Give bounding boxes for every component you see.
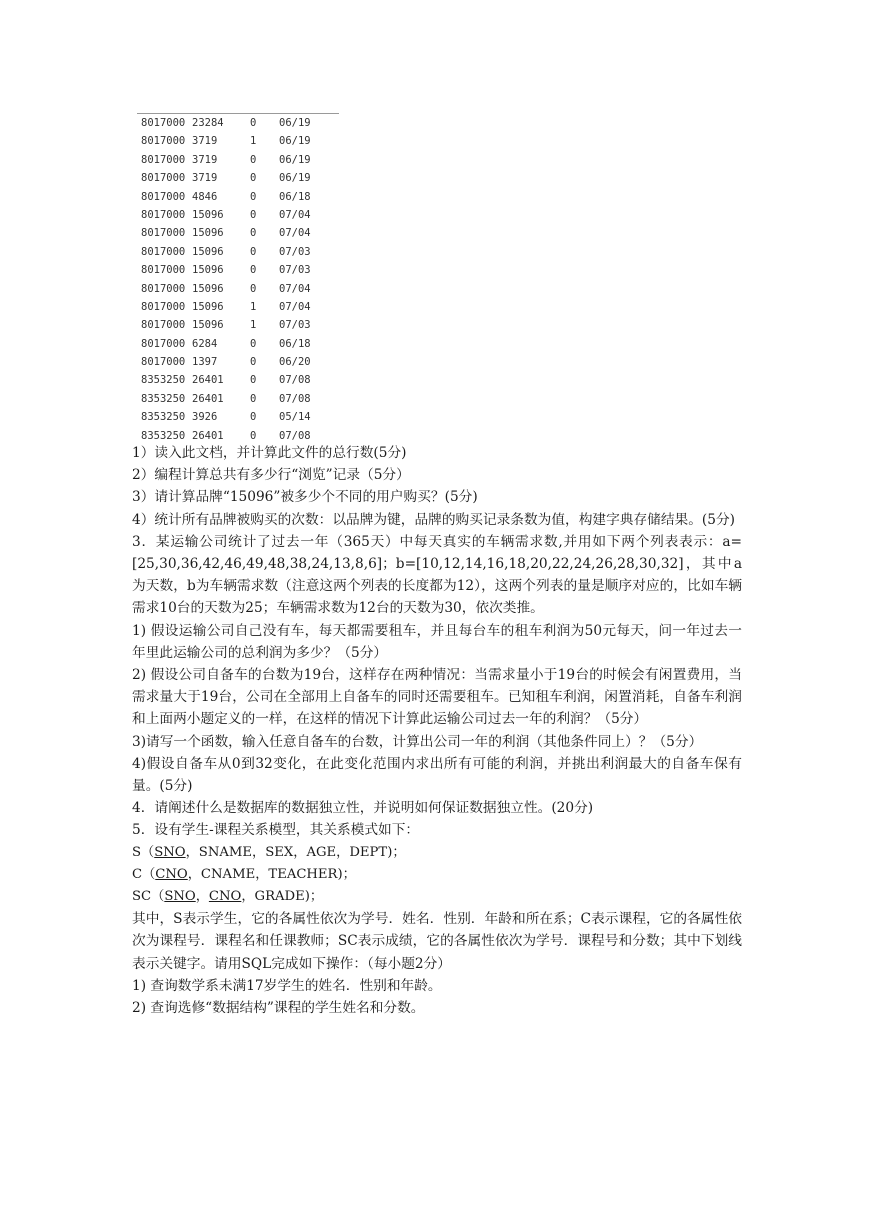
schema-s-key: SNO [154, 844, 186, 860]
user-id-cell: 8017000 [141, 190, 186, 203]
user-id-cell: 8017000 [141, 337, 186, 350]
data-row [137, 132, 339, 150]
question-5-description: 其中，S表示学生，它的各属性依次为学号．姓名．性别．年龄和所在系；C表示课程，它的各属性依次为课程号．课程名和任课教师；SC表示成绩，它的各属性依次为学号．课程号和分数；其中下划线表示关键字。请用SQL完成如下操作：（每小题2分） [132, 911, 742, 972]
brand-id-cell: 26401 [192, 429, 224, 441]
task-3: 3）请计算品牌“15096”被多少个不同的用户购买？(5分) [132, 489, 478, 506]
schema-sc [132, 886, 742, 908]
type-cell: 0 [250, 227, 257, 240]
brand-id-cell: 23284 [192, 117, 224, 129]
date-cell: 07/03 [279, 245, 311, 258]
type-cell: 0 [250, 153, 257, 166]
schema-c-key: CNO [155, 866, 188, 882]
data-row [137, 427, 339, 441]
data-row [137, 408, 339, 426]
task-4: 4）统计所有品牌被购买的次数：以品牌为键，品牌的购买记录条数为值，构建字典存储结果。(5分) [132, 511, 735, 528]
data-row [137, 188, 339, 206]
data-row [137, 169, 339, 187]
user-id-cell: 8017000 [141, 264, 186, 277]
schema-s [132, 842, 742, 864]
user-id-cell: 8017000 [141, 208, 186, 221]
type-cell: 0 [250, 208, 257, 221]
user-id-cell: 8353250 [141, 374, 186, 387]
user-id-cell: 8017000 [141, 245, 186, 258]
type-cell: 0 [250, 172, 257, 185]
brand-id-cell: 3719 [192, 172, 218, 185]
user-id-cell: 8017000 [141, 300, 186, 313]
data-row [137, 151, 339, 169]
brand-id-cell: 15096 [192, 300, 224, 313]
brand-id-cell: 4846 [192, 190, 218, 203]
date-cell: 06/20 [279, 356, 311, 369]
brand-id-cell: 3926 [192, 411, 218, 424]
brand-id-cell: 1397 [192, 356, 218, 369]
user-id-cell: 8353250 [141, 411, 186, 424]
question-3-intro: 3．某运输公司统计了过去一年（365天）中每天真实的车辆需求数,并用如下两个列表表示：a=[25,30,36,42,46,49,48,38,24,13,8,6]；b=[10,12,14,16,18,20,22,24,26,28,30,32]，其中a为天数，b为车辆需求数（注意这两个列表的长度都为12），这两个列表的量是顺序对应的，比如车辆需求10台的天数为25；车辆需求数为12台的天数为30，依次类推。 [132, 533, 742, 617]
date-cell: 05/14 [279, 411, 311, 424]
user-id-cell: 8017000 [141, 135, 186, 148]
user-id-cell: 8017000 [141, 117, 186, 129]
data-row [137, 224, 339, 242]
user-id-cell: 8017000 [141, 319, 186, 332]
date-cell: 06/19 [279, 172, 311, 185]
schema-sc-key-2: CNO [208, 889, 242, 905]
data-row [137, 206, 339, 224]
data-row [137, 298, 339, 316]
date-cell: 07/03 [279, 264, 311, 277]
type-cell: 0 [250, 429, 257, 441]
type-cell: 0 [250, 117, 257, 129]
data-row [137, 114, 339, 132]
data-row [137, 353, 339, 371]
type-cell: 0 [250, 374, 257, 387]
user-id-cell: 8017000 [141, 282, 186, 295]
type-cell: 0 [250, 411, 257, 424]
question-3-part-3: 3)请写一个函数，输入任意自备车的台数，计算出公司一年的利润（其他条件同上）？（5分） [132, 733, 703, 750]
type-cell: 0 [250, 282, 257, 295]
type-cell: 0 [250, 245, 257, 258]
user-id-cell: 8017000 [141, 356, 186, 369]
date-cell: 06/18 [279, 337, 311, 350]
user-id-cell: 8353250 [141, 429, 186, 441]
date-cell: 07/04 [279, 227, 311, 240]
schema-c-prefix: C（ [132, 866, 156, 882]
date-cell: 07/04 [279, 282, 311, 295]
date-cell: 06/19 [279, 117, 311, 129]
schema-sc-key-1: SNO [164, 889, 196, 905]
task-2: 2）编程计算总共有多少行“浏览”记录（5分） [132, 467, 410, 484]
question-3-part-1: 1) 假设运输公司自己没有车，每天都需要租车，并且每台车的租车利润为50元每天，问一年过去一年里此运输公司的总利润为多少？（5分） [132, 622, 742, 661]
task-1: 1）读入此文档，并计算此文件的总行数(5分) [132, 445, 407, 461]
data-row [137, 316, 339, 334]
date-cell: 06/18 [279, 190, 311, 203]
brand-id-cell: 15096 [192, 208, 224, 221]
brand-id-cell: 3719 [192, 153, 218, 166]
data-row [137, 371, 339, 389]
date-cell: 07/04 [279, 208, 311, 221]
brand-id-cell: 26401 [192, 392, 224, 405]
question-3-part-4: 4)假设自备车从0到32变化，在此变化范围内求出所有可能的利润，并挑出利润最大的自备车保有量。(5分) [132, 755, 742, 795]
question-5-intro: 5．设有学生-课程关系模型，其关系模式如下： [132, 822, 420, 839]
schema-sc-rest: ，GRADE)； [241, 889, 324, 905]
schema-c [132, 864, 742, 886]
date-cell: 07/08 [279, 392, 311, 405]
date-cell: 07/08 [279, 429, 311, 441]
type-cell: 0 [250, 190, 257, 203]
brand-id-cell: 15096 [192, 227, 224, 240]
brand-id-cell: 3719 [192, 135, 218, 148]
date-cell: 07/04 [279, 300, 311, 313]
type-cell: 1 [250, 319, 257, 332]
question-5-part-2: 2) 查询选修“数据结构”课程的学生姓名和分数。 [132, 1000, 425, 1017]
type-cell: 1 [250, 300, 257, 313]
question-3-part-2: 2) 假设公司自备车的台数为19台，这样存在两种情况：当需求量小于19台的时候会有闲置费用，当需求量大于19台，公司在全部用上自备车的同时还需要租车。已知租车利润，闲置消耗，自备车利润和上面两小题定义的一样，在这样的情况下计算此运输公司过去一年的利润？（5分） [132, 667, 742, 728]
question-text [132, 442, 742, 1019]
brand-id-cell: 15096 [192, 245, 224, 258]
schema-s-rest: ，SNAME，SEX，AGE，DEPT)； [185, 844, 406, 860]
type-cell: 0 [250, 356, 257, 369]
brand-id-cell: 6284 [192, 337, 218, 350]
schema-sc-sep: ， [195, 889, 209, 905]
type-cell: 0 [250, 337, 257, 350]
user-id-cell: 8017000 [141, 153, 186, 166]
brand-id-cell: 15096 [192, 264, 224, 277]
brand-id-cell: 15096 [192, 282, 224, 295]
schema-sc-prefix: SC（ [132, 889, 165, 905]
data-row [137, 243, 339, 261]
user-id-cell: 8017000 [141, 172, 186, 185]
schema-s-prefix: S（ [132, 844, 155, 860]
data-row [137, 390, 339, 408]
date-cell: 07/08 [279, 374, 311, 387]
schema-c-rest: ，CNAME，TEACHER)； [187, 866, 356, 882]
user-id-cell: 8017000 [141, 227, 186, 240]
date-cell: 07/03 [279, 319, 311, 332]
brand-id-cell: 15096 [192, 319, 224, 332]
data-table-image [137, 113, 339, 441]
question-5-part-1: 1) 查询数学系未满17岁学生的姓名．性别和年龄。 [132, 977, 442, 994]
data-row [137, 261, 339, 279]
brand-id-cell: 26401 [192, 374, 224, 387]
date-cell: 06/19 [279, 153, 311, 166]
type-cell: 1 [250, 135, 257, 148]
data-row [137, 335, 339, 353]
question-4: 4．请阐述什么是数据库的数据独立性，并说明如何保证数据独立性。(20分) [132, 800, 594, 817]
user-id-cell: 8353250 [141, 392, 186, 405]
type-cell: 0 [250, 264, 257, 277]
type-cell: 0 [250, 392, 257, 405]
date-cell: 06/19 [279, 135, 311, 148]
data-row [137, 280, 339, 298]
